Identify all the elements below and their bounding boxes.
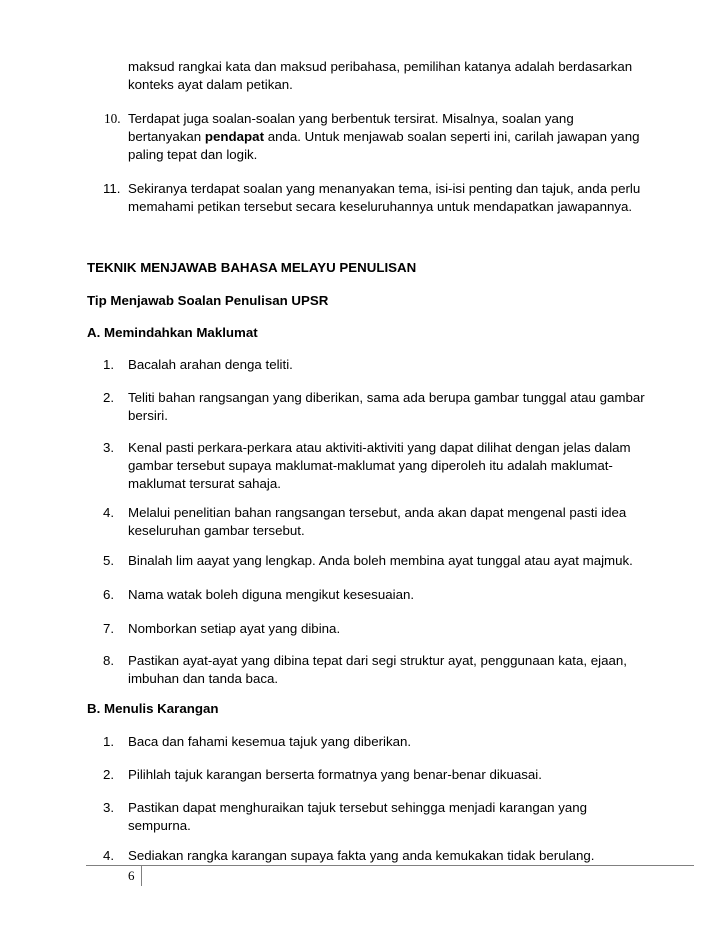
section-b-item-4 — [0, 847, 728, 865]
section-a-item-7 — [0, 620, 728, 638]
section-b-item-3 — [0, 799, 728, 835]
list-item-body — [0, 180, 688, 216]
text-line: Melalui penelitian bahan rangsangan tersebut, anda akan dapat mengenal pasti idea — [128, 505, 627, 520]
list-item-body — [0, 439, 688, 493]
list-number: 3. — [103, 800, 115, 815]
text-line: konteks ayat dalam petikan. — [128, 77, 293, 92]
section-a-item-6 — [0, 586, 728, 604]
list-number: 1. — [103, 734, 115, 749]
section-b-item-1 — [0, 733, 728, 751]
section-a-item-2 — [0, 389, 728, 425]
text-line — [128, 128, 688, 146]
list-item-body — [0, 356, 688, 374]
text-span: anda. Untuk menjawab soalan seperti ini, carilah jawapan yang — [264, 129, 640, 144]
sub-heading: Tip Menjawab Soalan Penulisan UPSR — [87, 293, 329, 308]
footer-rule — [86, 865, 694, 866]
section-b-title: B. Menulis Karangan — [87, 701, 219, 716]
section-a-title: A. Memindahkan Maklumat — [87, 325, 258, 340]
text-line: Kenal pasti perkara-perkara atau aktiviti-aktiviti yang dapat dilihat dengan jelas dalam — [128, 440, 631, 455]
list-number: 4. — [103, 848, 115, 863]
list-number: 11. — [103, 181, 121, 196]
list-number: 5. — [103, 553, 115, 568]
text-line: keseluruhan gambar tersebut. — [128, 523, 305, 538]
text-line: Baca dan fahami kesemua tajuk yang diberikan. — [128, 734, 412, 749]
text-line: memahami petikan tersebut secara keseluruhannya untuk mendapatkan jawapannya. — [128, 199, 633, 214]
list-item-body — [0, 389, 688, 425]
list-number: 2. — [103, 390, 115, 405]
list-item-body — [0, 799, 688, 835]
list-item-10 — [0, 110, 728, 164]
list-number: 10. — [104, 111, 121, 126]
list-item-body — [0, 504, 688, 540]
section-a-item-4 — [0, 504, 728, 540]
text-line: gambar tersebut supaya maklumat-maklumat yang diperoleh itu adalah maklumat- — [128, 458, 613, 473]
text-line: Pastikan dapat menghuraikan tajuk tersebut sehingga menjadi karangan yang — [128, 800, 588, 815]
list-number: 2. — [103, 767, 115, 782]
main-heading: TEKNIK MENJAWAB BAHASA MELAYU PENULISAN — [87, 260, 417, 275]
text-line: paling tepat dan logik. — [128, 147, 258, 162]
text-span: bertanyakan — [128, 129, 205, 144]
text-line: Sediakan rangka karangan supaya fakta yang anda kemukakan tidak berulang. — [128, 848, 595, 863]
section-b-item-2 — [0, 766, 728, 784]
text-line: Bacalah arahan denga teliti. — [128, 357, 293, 372]
text-line: imbuhan dan tanda baca. — [128, 671, 279, 686]
text-line: Pilihlah tajuk karangan berserta formatnya yang benar-benar dikuasai. — [128, 767, 542, 782]
list-number: 3. — [103, 440, 115, 455]
section-a-item-5 — [0, 552, 728, 570]
list-number: 6. — [103, 587, 115, 602]
text-line: Nama watak boleh diguna mengikut kesesuaian. — [128, 587, 415, 602]
text-line: Nomborkan setiap ayat yang dibina. — [128, 621, 341, 636]
text-line: sempurna. — [128, 818, 191, 833]
section-a-item-1 — [0, 356, 728, 374]
continuation-paragraph — [0, 58, 688, 94]
text-line: bersiri. — [128, 408, 168, 423]
list-item-body — [0, 620, 688, 638]
text-line: maksud rangkai kata dan maksud peribahasa, pemilihan katanya adalah berdasarkan — [128, 59, 633, 74]
text-line: Teliti bahan rangsangan yang diberikan, sama ada berupa gambar tunggal atau gambar — [128, 390, 645, 405]
list-item-body — [0, 847, 688, 865]
section-a-item-3 — [0, 439, 728, 493]
list-item-body — [0, 552, 688, 570]
text-line: Sekiranya terdapat soalan yang menanyakan tema, isi-isi penting dan tajuk, anda perlu — [128, 181, 641, 196]
list-item-body — [0, 110, 688, 164]
list-item-11 — [0, 180, 728, 216]
page-number: 6 — [128, 868, 135, 883]
bold-keyword: pendapat — [204, 129, 264, 144]
list-number: 4. — [103, 505, 115, 520]
list-item-body — [0, 733, 688, 751]
list-item-body — [0, 586, 688, 604]
text-line: maklumat tersurat sahaja. — [128, 476, 281, 491]
list-number: 8. — [103, 653, 115, 668]
footer-divider — [141, 866, 142, 886]
list-item-body — [0, 652, 688, 688]
list-item-body — [0, 766, 688, 784]
continuation-text — [0, 58, 728, 94]
section-a-item-8 — [0, 652, 728, 688]
text-line: Binalah lim aayat yang lengkap. Anda boleh membina ayat tunggal atau ayat majmuk. — [128, 553, 633, 568]
list-number: 7. — [103, 621, 115, 636]
list-number: 1. — [103, 357, 115, 372]
text-line: Terdapat juga soalan-soalan yang berbentuk tersirat. Misalnya, soalan yang — [128, 111, 574, 126]
text-line: Pastikan ayat-ayat yang dibina tepat dari segi struktur ayat, penggunaan kata, ejaan, — [128, 653, 627, 668]
